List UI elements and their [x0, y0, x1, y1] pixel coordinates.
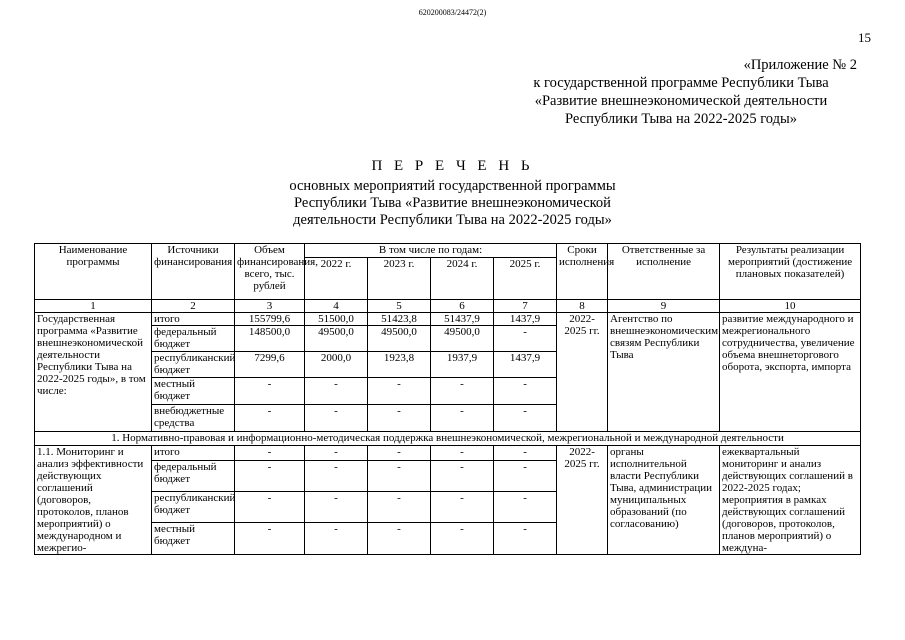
value-cell: -	[431, 491, 494, 523]
section-heading: 1. Нормативно-правовая и информационно-методическая поддержка внешнеэкономической, межрегиональной и международной деятельности	[35, 432, 861, 446]
measures-table	[34, 243, 861, 555]
value-cell: -	[368, 491, 431, 523]
value-cell: 1437,9	[494, 313, 557, 326]
source-cell: республиканский бюджет	[152, 352, 235, 378]
value-cell: -	[305, 405, 368, 432]
value-cell: -	[235, 405, 305, 432]
appendix-line: «Развитие внешнеэкономической деятельности	[534, 93, 828, 109]
value-cell: -	[305, 446, 368, 461]
value-cell: -	[305, 523, 368, 555]
responsible-cell: Агентство по внешнеэкономическим связям Республики Тыва	[608, 313, 720, 432]
source-cell: местный бюджет	[152, 378, 235, 405]
subtitle-line: деятельности Республики Тыва на 2022-2025 годы»	[293, 212, 612, 228]
value-cell: -	[235, 461, 305, 491]
header-terms: Сроки исполнения	[557, 244, 608, 300]
value-cell: -	[494, 378, 557, 405]
header-year-2024: 2024 г.	[431, 258, 494, 300]
responsible-cell: органы исполнительной власти Республики Тыва, администрации муниципальных образований (по согласованию)	[608, 446, 720, 555]
value-cell: -	[494, 461, 557, 491]
value-cell: 148500,0	[235, 326, 305, 352]
appendix-header	[501, 56, 861, 128]
col-number: 4	[305, 300, 368, 313]
value-cell: -	[305, 491, 368, 523]
value-cell: -	[494, 326, 557, 352]
col-number: 1	[35, 300, 152, 313]
value-cell: -	[494, 446, 557, 461]
value-cell: 155799,6	[235, 313, 305, 326]
value-cell: 1937,9	[431, 352, 494, 378]
header-year-2025: 2025 г.	[494, 258, 557, 300]
table-row	[35, 313, 861, 326]
document-id: 620200083/24472(2)	[418, 8, 487, 17]
value-cell: 51437,9	[431, 313, 494, 326]
header-year-2023: 2023 г.	[368, 258, 431, 300]
term-cell: 2022-2025 гг.	[557, 446, 608, 555]
document-title: П Е Р Е Ч Е Н Ь	[371, 158, 534, 174]
result-cell: развитие международного и межрегионального сотрудничества, увеличение объема внешнеторгового оборота, экспорта, импорта	[720, 313, 861, 432]
value-cell: -	[368, 446, 431, 461]
subtitle-line: основных мероприятий государственной программы	[289, 178, 616, 194]
value-cell: -	[368, 405, 431, 432]
col-number: 6	[431, 300, 494, 313]
page-number: 15	[858, 30, 871, 45]
col-number: 3	[235, 300, 305, 313]
header-volume: Объем финансирования, всего, тыс. рублей	[235, 244, 305, 300]
term-cell: 2022-2025 гг.	[557, 313, 608, 432]
value-cell: 49500,0	[305, 326, 368, 352]
value-cell: 49500,0	[368, 326, 431, 352]
program-name-cell: 1.1. Мониторинг и анализ эффективности действующих соглашений (договоров, протоколов, планов мероприятий) о международном и межрегио-	[35, 446, 152, 555]
result-cell: ежеквартальный мониторинг и анализ действующих соглашений в 2022-2025 годах; мероприятия в рамках действующих соглашений (договоров, протоколов, планов мероприятий) о междуна-	[720, 446, 861, 555]
source-cell: федеральный бюджет	[152, 326, 235, 352]
appendix-line: «Приложение № 2	[743, 57, 857, 73]
source-cell: республиканский бюджет	[152, 491, 235, 523]
value-cell: 1437,9	[494, 352, 557, 378]
header-results: Результаты реализации мероприятий (достижение плановых показателей)	[720, 244, 861, 300]
program-name-cell: Государственная программа «Развитие внешнеэкономической деятельности Республики Тыва на 2022-2025 годы», в том числе:	[35, 313, 152, 432]
value-cell: -	[431, 405, 494, 432]
value-cell: -	[235, 523, 305, 555]
value-cell: 1923,8	[368, 352, 431, 378]
value-cell: -	[305, 461, 368, 491]
col-number: 2	[152, 300, 235, 313]
value-cell: -	[305, 378, 368, 405]
appendix-line: к государственной программе Республики Тыва	[533, 75, 829, 91]
value-cell: 51500,0	[305, 313, 368, 326]
value-cell: -	[431, 378, 494, 405]
header-responsible: Ответственные за исполнение	[608, 244, 720, 300]
source-cell: итого	[152, 313, 235, 326]
table-row	[35, 446, 861, 461]
source-cell: итого	[152, 446, 235, 461]
source-cell: внебюджетные средства	[152, 405, 235, 432]
value-cell: -	[368, 523, 431, 555]
value-cell: -	[235, 491, 305, 523]
col-number: 5	[368, 300, 431, 313]
value-cell: -	[235, 446, 305, 461]
value-cell: 51423,8	[368, 313, 431, 326]
value-cell: 49500,0	[431, 326, 494, 352]
value-cell: -	[494, 491, 557, 523]
header-year-2022: 2022 г.	[305, 258, 368, 300]
document-subtitle	[0, 178, 905, 229]
value-cell: -	[431, 523, 494, 555]
value-cell: -	[235, 378, 305, 405]
value-cell: -	[368, 378, 431, 405]
col-number: 7	[494, 300, 557, 313]
col-number: 8	[557, 300, 608, 313]
col-number: 10	[720, 300, 861, 313]
value-cell: -	[431, 461, 494, 491]
value-cell: -	[368, 461, 431, 491]
header-program: Наименование программы	[35, 244, 152, 300]
subtitle-line: Республики Тыва «Развитие внешнеэкономической	[294, 195, 611, 211]
appendix-line: Республики Тыва на 2022-2025 годы»	[564, 111, 798, 127]
source-cell: местный бюджет	[152, 523, 235, 555]
col-number: 9	[608, 300, 720, 313]
value-cell: -	[494, 405, 557, 432]
value-cell: 2000,0	[305, 352, 368, 378]
header-sources: Источники финансирования	[152, 244, 235, 300]
source-cell: федеральный бюджет	[152, 461, 235, 491]
value-cell: -	[494, 523, 557, 555]
header-incl-years: В том числе по годам:	[305, 244, 557, 258]
value-cell: -	[431, 446, 494, 461]
value-cell: 7299,6	[235, 352, 305, 378]
